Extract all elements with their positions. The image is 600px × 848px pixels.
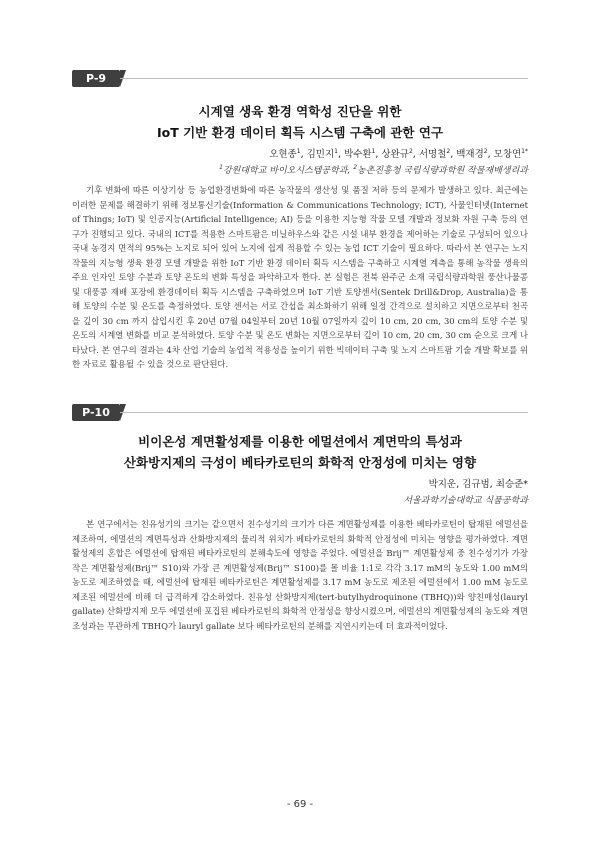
author: 김민지$^1$, (306, 147, 345, 160)
abstract-p9: 기후 변화에 따른 이상기상 등 농업환경변화에 따른 농작물의 생산성 및 품질 저하 등의 문제가 발생하고 있다. 최근에는 이러한 문제를 해결하기 위해 정보통신기술(Information & Communications Technology; ICT), 사물인터넷(Internet of Things; IoT) 및 인공지능(Artificial Intelligence; AI) 등을 이용한 지능형 작물 모델 개발과 정보화 자원 구축 등의 연구가 진행되고 있다. 국내의 ICT를 적용한 스마트팜은 비닐하우스와 같은 시설 내부 환경을 제어하는 기술로 구성되어 있으나 국내 농경지 면적의 95%는 노지로 되어 있어 노지에 쉽게 적용할 수 있는 농업 ICT 기술이 필요하다. 따라서 본 연구는 노지 작물의 지능형 생육 환경 모델 개발을 위한 IoT 기반 환경 데이터 획득 시스템을 구축하고 시계열 계측을 통해 농작물 생육의 주요 인자인 토양 수분과 토양 온도의 변화 특성을 파악하고자 한다. 본 실험은 전북 완주군 소재 국립식량과학원 풍산나물콩 및 대풍콩 재배 포장에 환경데이터 획득 시스템을 구축하였으며 IoT 기반 토양센서(Sentek Drill&Drop, Australia)을 통해 토양의 수분 및 온도를 측정하였다. 토양 센서는 서로 간섭을 최소화하기 위해 일정 간격으로 설치하고 지면으로부터 천곡을 깊이 30 cm 까지 삽입시킨 후 20년 07월 04일부터 20년 10월 07일까지 깊이 10 cm, 20 cm, 30 cm의 토양 수분 및 온도의 시계열 변화를 비교 분석하였다. 토양 수분 및 온도 변화는 지면으로부터 깊이 10 cm, 20 cm, 30 cm 순으로 크게 나타났다. 본 연구의 결과는 4차 산업 기술의 농업적 적용성을 높이기 위한 빅데이터 구축 및 노지 스마트팜 기술 개발 확보를 위한 자료로 활용될 수 있을 것으로 판단된다. (72, 185, 528, 369)
affiliation-p9: $^1$강원대학교 바이오시스템공학과, $^2$농촌진흥청 국립식량과학원 작물재배생리과 (219, 164, 528, 176)
author: 오현종$^1$, (269, 147, 307, 160)
page-number: - 69 - (286, 799, 314, 810)
title-line-2: IoT 기반 환경 데이터 획득 시스템 구축에 관한 연구 (156, 125, 443, 140)
author: 박수환$^1$, (344, 147, 382, 160)
section-rule-p10 (120, 412, 528, 413)
author: 상완규$^2$, (381, 147, 419, 160)
section-rule-p9 (120, 78, 528, 79)
abstract-p10: 본 연구에서는 친유성기의 크기는 같으면서 친수성기의 크기가 다른 계면활성제를 이용한 베타카로틴이 탑재된 에멀션을 제조하여, 에멀션의 계면특성과 산화방지제의 물리적 위치가 베타카로틴의 화학적 안정성에 미치는 영향을 평가하였다. 계면활성제의 혼합은 에멀션에 탑재된 베타카로틴의 분해속도에 영향을 주었다. 에멀션을 Brij™ 계면활성제 중 친수성기가 가장 작은 계면활성제(Brij™ S10)와 가장 큰 계면활성제(Brij™ S100)를 몰 비율 1:1로 각각 3.17 mM의 농도와 1.00 mM의 농도로 제조하였을 때, 에멀션에 탑재된 베타카로틴은 계면활성제를 3.17 mM 농도로 제조된 에멀션에서 1.00 mM 농도로 제조된 에멀션에 비해 더 급격하게 감소하였다. 친유성 산화방지제(tert-butylhydroquinone (TBHQ))와 양친매성(lauryl gallate) 산화방지제 모두 에멀션에 포집된 베타카로틴의 화학적 안정성을 향상시켰으며, 에멀션의 계면활성제의 농도와 계면 조성과는 무관하게 TBHQ가 lauryl gallate 보다 베타카로틴의 분해를 지연시키는데 더 효과적이었다. (72, 519, 528, 631)
section-badge-p10: P-10 (72, 404, 120, 421)
paper-title-p10 (72, 431, 528, 473)
author-list-p10 (429, 476, 528, 490)
affiliation-p10: 서울과학기술대학교 식품공학과 (403, 496, 528, 506)
author: 백재경$^2$, (456, 147, 494, 160)
author: 김규범, (462, 479, 496, 490)
author: 모창연$^{1*}$ (493, 147, 528, 160)
title-line-2: 산화방지제의 극성이 베타카로틴의 화학적 안정성에 미치는 영향 (123, 455, 477, 470)
author: 서명철$^2$, (418, 147, 457, 160)
title-line-1: 비이온성 계면활성제를 이용한 에멀션에서 계면막의 특성과 (138, 434, 462, 449)
author-list-p9 (269, 146, 528, 160)
author: 박지운, (428, 479, 463, 490)
title-line-1: 시계열 생육 환경 역학성 진단을 위한 (198, 104, 402, 119)
paper-title-p9 (72, 101, 528, 143)
author: 최승준* (495, 479, 528, 490)
section-badge-p9: P-9 (72, 70, 120, 87)
